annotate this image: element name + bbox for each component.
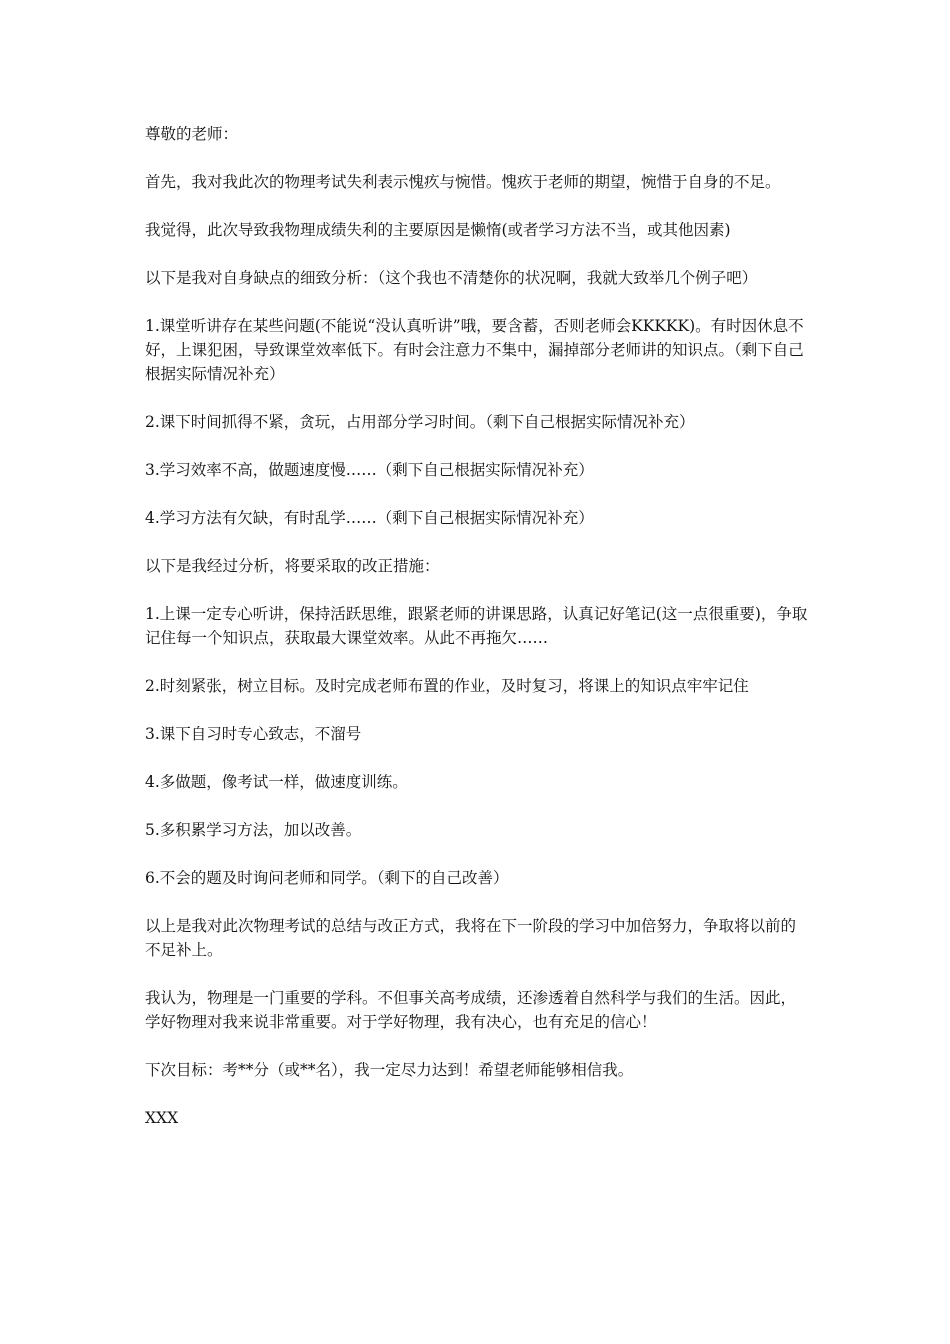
analysis-item-1: 1.课堂听讲存在某些问题(不能说“没认真听讲”哦，要含蓄，否则老师会KKKKK)。有时因休息不好，上课犯困，导致课堂效率低下。有时会注意力不集中，漏掉部分老师讲的知识点。（剩下自己根据实际情况补充） (145, 317, 804, 383)
paragraph-analysis-intro: 以下是我对自身缺点的细致分析：（这个我也不清楚你的状况啊，我就大致举几个例子吧） (145, 269, 758, 287)
salutation: 尊敬的老师： (145, 125, 239, 143)
analysis-item-3: 3.学习效率不高，做题速度慢……（剩下自己根据实际情况补充） (145, 461, 594, 479)
paragraph-apology: 首先，我对我此次的物理考试失利表示愧疚与惋惜。愧疚于老师的期望，惋惜于自身的不足。 (145, 173, 781, 191)
measure-item-1: 1.上课一定专心听讲，保持活跃思维，跟紧老师的讲课思路，认真记好笔记(这一点很重要)，争取记住每一个知识点，获取最大课堂效率。从此不再拖欠…… (145, 605, 808, 647)
analysis-item-2: 2.课下时间抓得不紧，贪玩，占用部分学习时间。（剩下自己根据实际情况补充） (145, 413, 695, 431)
measure-item-3: 3.课下自习时专心致志，不溜号 (145, 725, 362, 743)
paragraph-goal: 下次目标：考**分（或**名），我一定尽力达到！希望老师能够相信我。 (145, 1061, 634, 1079)
measure-item-4: 4.多做题，像考试一样，做速度训练。 (145, 773, 408, 791)
measure-item-5: 5.多积累学习方法，加以改善。 (145, 821, 362, 839)
paragraph-measures-intro: 以下是我经过分析，将要采取的改正措施： (145, 557, 440, 575)
analysis-item-4: 4.学习方法有欠缺，有时乱学……（剩下自己根据实际情况补充） (145, 509, 594, 527)
measure-item-2: 2.时刻紧张，树立目标。及时完成老师布置的作业，及时复习，将课上的知识点牢牢记住 (145, 677, 749, 695)
paragraph-summary: 以上是我对此次物理考试的总结与改正方式，我将在下一阶段的学习中加倍努力，争取将以前的不足补上。 (145, 917, 797, 959)
paragraph-importance: 我认为，物理是一门重要的学科。不但事关高考成绩，还渗透着自然科学与我们的生活。因此，学好物理对我来说非常重要。对于学好物理，我有决心，也有充足的信心！ (145, 989, 797, 1031)
signature: XXX (145, 1109, 179, 1127)
measure-item-6: 6.不会的题及时询问老师和同学。（剩下的自己改善） (145, 869, 509, 887)
paragraph-cause: 我觉得，此次导致我物理成绩失利的主要原因是懒惰(或者学习方法不当，或其他因素) (145, 221, 731, 239)
document-page (145, 122, 810, 1154)
